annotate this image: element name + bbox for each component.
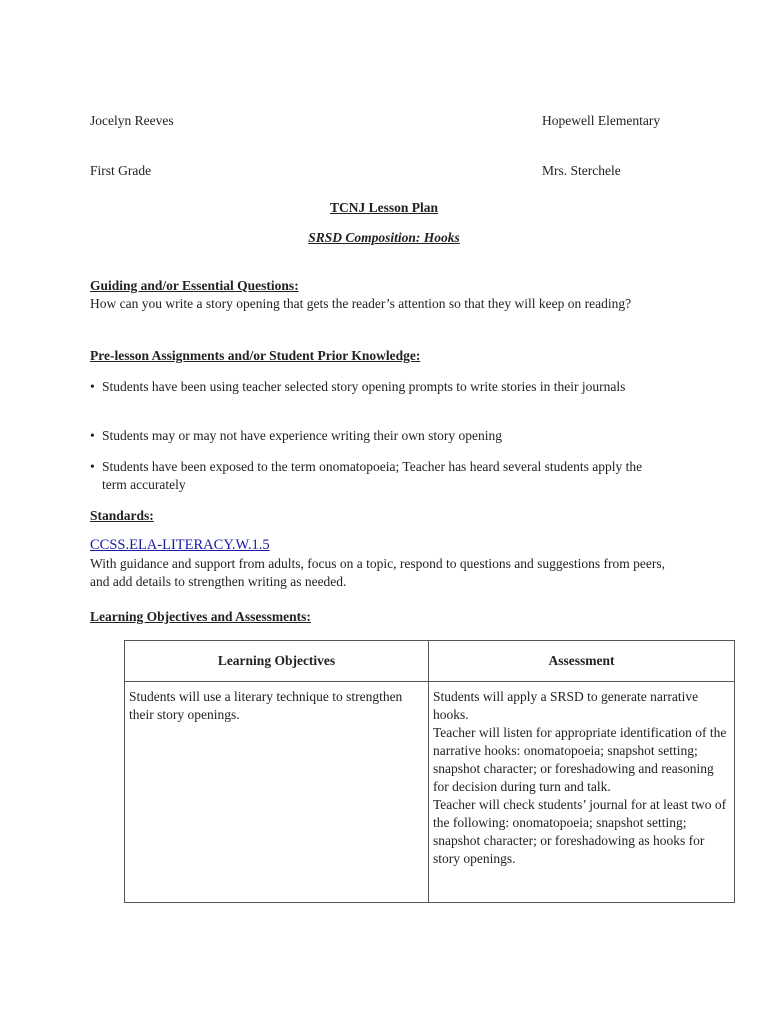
objective-cell: Students will use a literary technique to strengthen their story openings. [125, 682, 429, 903]
student-name: Jocelyn Reeves [90, 113, 174, 128]
table-header-row [125, 641, 735, 682]
bullet-dot: • [90, 459, 95, 474]
guiding-questions-text: How can you write a story opening that gets the reader’s attention so that they will keep on reading? [90, 296, 632, 311]
bullet-dot: • [90, 428, 95, 443]
column-header-objectives: Learning Objectives [125, 641, 429, 682]
table-row [125, 682, 735, 903]
standard-link[interactable]: CCSS.ELA-LITERACY.W.1.5 [90, 537, 270, 553]
bullet-dot: • [90, 379, 95, 394]
grade-level: First Grade [90, 163, 152, 178]
bullet-text: Students may or may not have experience writing their own story opening [102, 428, 503, 443]
cooperating-teacher: Mrs. Sterchele [542, 163, 621, 178]
prelesson-bullet [90, 427, 670, 445]
standard-description: With guidance and support from adults, focus on a topic, respond to questions and suggestions from peers, and add details to strengthen writing as needed. [90, 556, 665, 589]
document-title: TCNJ Lesson Plan [329, 200, 439, 215]
column-header-assessment: Assessment [429, 641, 735, 682]
guiding-questions-heading: Guiding and/or Essential Questions: [90, 278, 299, 293]
school-name: Hopewell Elementary [542, 113, 661, 128]
objectives-table [124, 640, 735, 903]
assessment-cell: Students will apply a SRSD to generate narrative hooks. Teacher will listen for appropriate identification of the narrative hooks: onomatopoeia; snapshot setting; snapshot character; or foreshadowing and reasoning for decision during turn and talk. Teacher will check students’ journal for at least two of the following: onomatopoeia; snapshot setting; snapshot character; or foreshadowing as hooks for story openings. [429, 682, 735, 903]
prelesson-bullet [90, 458, 660, 494]
bullet-text: Students have been exposed to the term onomatopoeia; Teacher has heard several students apply the term accurately [102, 459, 643, 492]
prelesson-heading: Pre-lesson Assignments and/or Student Prior Knowledge: [90, 348, 421, 363]
prelesson-bullet [90, 378, 670, 396]
objectives-heading: Learning Objectives and Assessments: [90, 609, 311, 624]
lesson-subtitle: SRSD Composition: Hooks [308, 230, 460, 245]
standards-heading: Standards: [90, 508, 154, 523]
bullet-text: Students have been using teacher selected story opening prompts to write stories in their journals [102, 379, 626, 394]
